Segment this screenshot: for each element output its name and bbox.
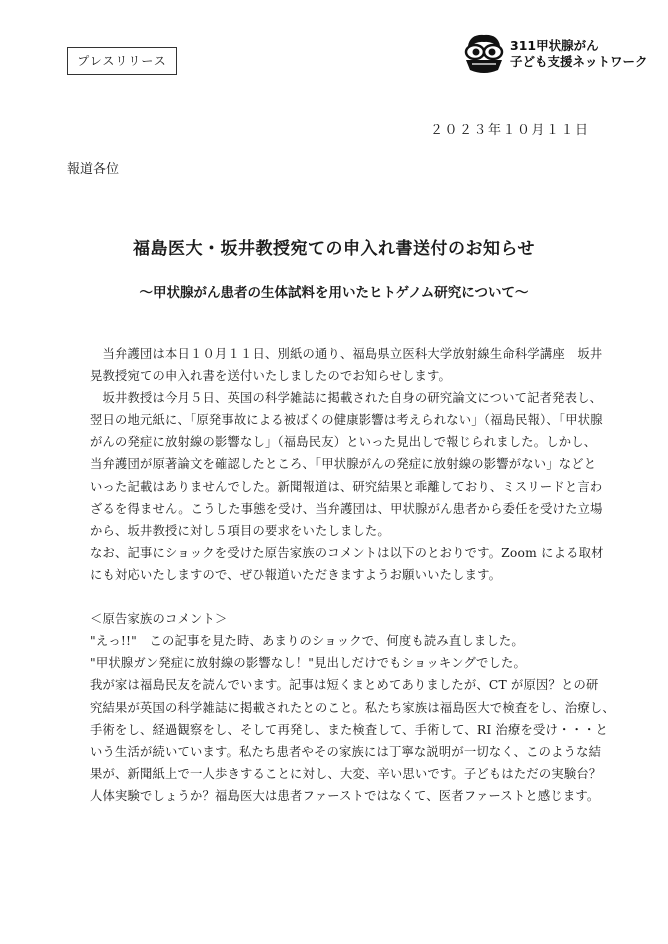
body-line: いう生活が続いています。私たち患者やその家族には丁寧な説明が一切なく、このような結 xyxy=(90,744,602,759)
body-text xyxy=(90,343,615,807)
body-line: "えっ!!" この記事を見た時、あまりのショックで、何度も読み直しました。 xyxy=(90,634,524,649)
body-line: いった記載はありませんでした。新聞報道は、研究結果と乖離しており、ミスリードと言わ xyxy=(90,479,603,494)
body-line: 当弁護団が原著論文を確認したところ、「甲状腺がんの発症に放射線の影響がない」などと xyxy=(90,457,597,472)
release-date: ２０２３年１０月１１日 xyxy=(430,123,590,138)
body-line: 翌日の地元紙に、「原発事故による被ばくの健康影響は考えられない」（福島民報）、「甲状腺 xyxy=(90,413,603,428)
recipient: 報道各位 xyxy=(67,162,120,177)
body-line: 果が、新聞紙上で一人歩きすることに対し、大変、辛い思いです。子どもはただの実験台？ xyxy=(90,766,602,781)
body-line: 手術をし、経過観察をし、そして再発し、また検査して、手術して、RI 治療を受け・・・と xyxy=(90,722,609,737)
press-release-label: プレスリリース xyxy=(67,47,177,75)
body-line: 晃教授宛ての申入れ書を送付いたしましたのでお知らせします。 xyxy=(90,369,452,384)
body-line: にも対応いたしますので、ぜひ報道いただきますようお願いいたします。 xyxy=(90,567,502,582)
document-subtitle: ～甲状腺がん患者の生体試料を用いたヒトゲノム研究について～ xyxy=(139,285,529,301)
organization-logo xyxy=(462,32,652,80)
document-title: 福島医大・坂井教授宛ての申入れ書送付のお知らせ xyxy=(133,239,535,259)
body-line: 我が家は福島民友を読んでいます。記事は短くまとめてありましたが、CT が原因？との研 xyxy=(90,678,599,693)
body-line: 人体実験でしょうか？福島医大は患者ファーストではなくて、医者ファーストと感じます。 xyxy=(90,788,600,803)
logo-line-2: 子ども支援ネットワーク xyxy=(510,54,648,69)
body-line: "甲状腺ガン発症に放射線の影響なし！"見出しだけでもショッキングでした。 xyxy=(90,656,526,671)
body-line: ＜原告家族のコメント＞ xyxy=(90,612,228,627)
body-line: なお、記事にショックを受けた原告家族のコメントは以下のとおりです。Zoom による取材 xyxy=(90,545,604,560)
body-line: 坂井教授は今月５日、英国の科学雑誌に掲載された自身の研究論文について記者発表し、 xyxy=(90,391,603,406)
body-line: から、坂井教授に対し５項目の要求をいたしました。 xyxy=(90,523,390,538)
body-line: ざるを得ません。こうした事態を受け、当弁護団は、甲状腺がん患者から委任を受けた立場 xyxy=(90,501,603,516)
body-line: がんの発症に放射線の影響なし」（福島民友）といった見出しで報じられました。しかし、 xyxy=(90,435,597,450)
body-line: 究結果が英国の科学雑誌に掲載されたとのこと。私たち家族は福島医大で検査をし、治療し、 xyxy=(90,700,615,715)
body-line: 当弁護団は本日１０月１１日、別紙の通り、福島県立医科大学放射線生命科学講座 坂井 xyxy=(90,347,603,361)
logo-line-1: 311甲状腺がん xyxy=(510,38,599,53)
blank-line xyxy=(90,586,590,608)
mask-face-icon xyxy=(462,32,506,78)
